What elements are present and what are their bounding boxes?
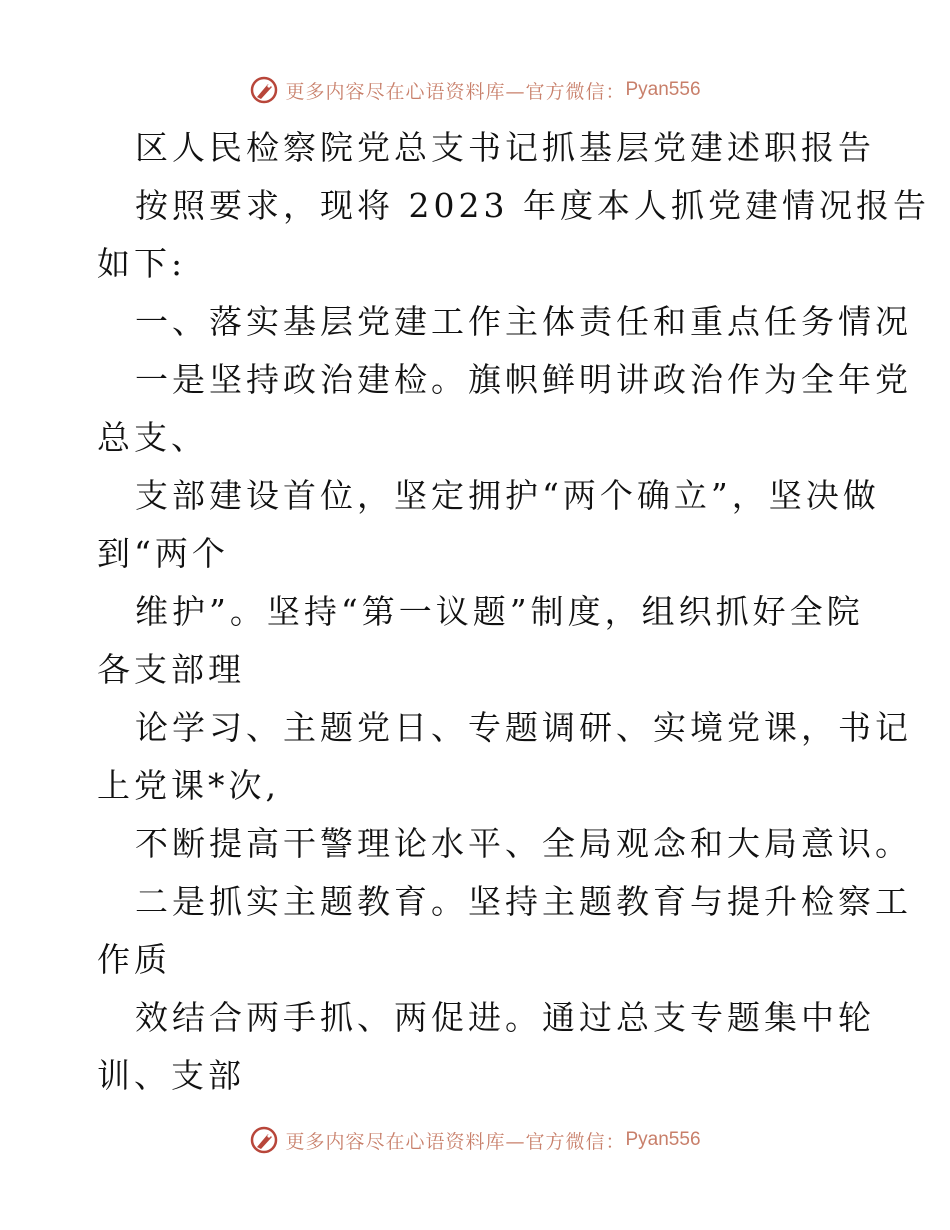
text-line: 训、支部 — [97, 1056, 245, 1095]
text-line: 支部建设首位，坚定拥护“两个确立”，坚决做 — [135, 476, 880, 515]
watermark-handle: Pyan556 — [625, 1129, 701, 1150]
text-line: 维护”。坚持“第一议题”制度，组织抓好全院 — [135, 592, 864, 631]
text-line: 不断提高干警理论水平、全局观念和大局意识。 — [135, 824, 912, 863]
section-heading: 一、落实基层党建工作主体责任和重点任务情况 — [135, 302, 912, 341]
text-line: 如下: — [97, 244, 187, 283]
text-line: 上党课*次, — [97, 766, 280, 805]
document-title: 区人民检察院党总支书记抓基层党建述职报告 — [135, 128, 875, 167]
text-line: 二是抓实主题教育。坚持主题教育与提升检察工 — [135, 882, 912, 921]
watermark-banner-top — [0, 70, 950, 110]
text-line: 作质 — [97, 940, 171, 979]
pen-nib-logo-icon — [249, 75, 279, 105]
text-line: 按照要求，现将 2023 年度本人抓党建情况报告 — [135, 186, 930, 225]
watermark-text: 更多内容尽在心语资料库—官方微信： — [285, 1130, 626, 1153]
text-line: 到“两个 — [97, 534, 229, 573]
pen-nib-logo-icon — [249, 1125, 279, 1155]
text-line: 一是坚持政治建检。旗帜鲜明讲政治作为全年党 — [135, 360, 912, 399]
text-line: 总支、 — [97, 418, 208, 457]
watermark-text: 更多内容尽在心语资料库—官方微信： — [285, 80, 626, 103]
watermark-handle: Pyan556 — [625, 79, 701, 100]
text-line: 效结合两手抓、两促进。通过总支专题集中轮 — [135, 998, 875, 1037]
watermark-banner-bottom — [0, 1120, 950, 1160]
text-line: 各支部理 — [97, 650, 245, 689]
text-line: 论学习、主题党日、专题调研、实境党课，书记 — [135, 708, 912, 747]
